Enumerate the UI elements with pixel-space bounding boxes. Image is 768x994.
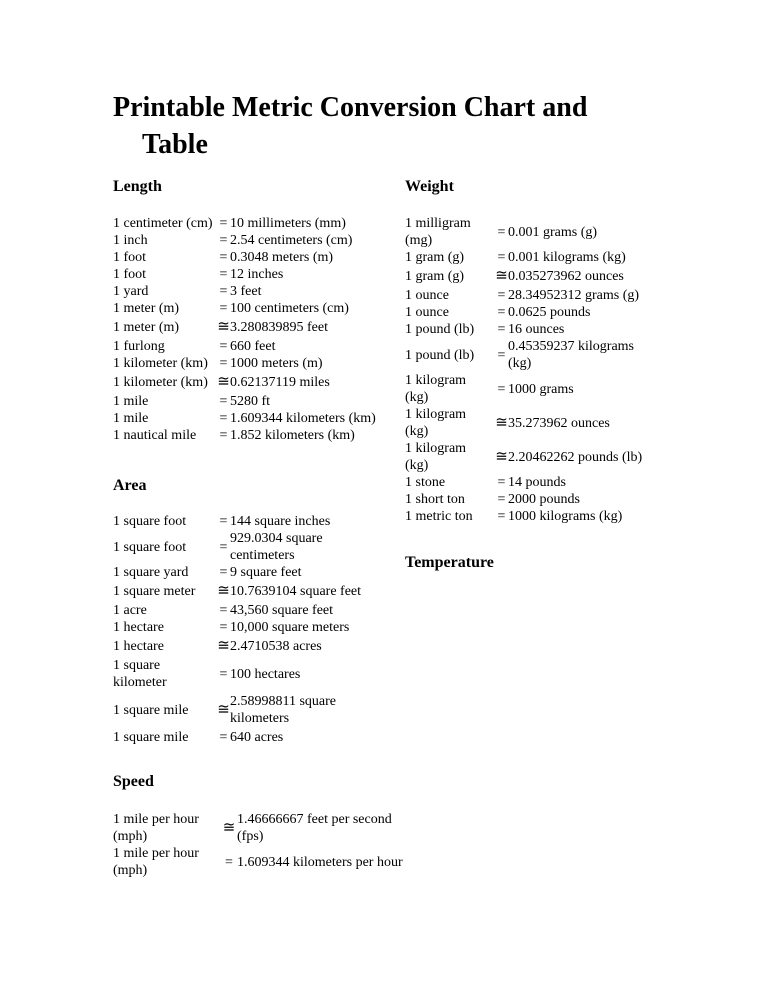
operator: = [219, 394, 228, 409]
operator: = [219, 620, 228, 635]
area-heading: Area [113, 477, 147, 494]
unit: 1 square mile [113, 702, 189, 718]
approx-operator: ≅ [217, 374, 230, 390]
table-row [405, 372, 668, 406]
value: 2000 pounds [508, 492, 580, 507]
table-row [113, 355, 400, 372]
operator: = [497, 475, 506, 490]
value: 660 feet [230, 339, 276, 354]
unit: 1 gram (g) [405, 269, 465, 284]
speed-heading: Speed [113, 773, 154, 790]
value: 5280 ft [230, 394, 271, 409]
table-row [113, 513, 370, 530]
table-row [405, 491, 668, 508]
length-table [113, 215, 400, 444]
value: 2.58998811 square kilometers [230, 694, 337, 726]
value: 100 centimeters (cm) [230, 301, 349, 316]
unit: 1 square kilometer [113, 658, 167, 690]
table-row [113, 317, 400, 338]
table-row [405, 321, 668, 338]
table-row [405, 249, 668, 266]
operator: = [497, 250, 506, 265]
operator: = [219, 233, 228, 248]
value: 2.54 centimeters (cm) [230, 233, 353, 248]
operator: = [497, 288, 506, 303]
operator: = [219, 411, 228, 426]
value: 0.45359237 kilograms (kg) [508, 339, 634, 371]
operator: = [219, 339, 228, 354]
value: 43,560 square feet [230, 603, 334, 618]
operator: = [497, 305, 506, 320]
operator: = [497, 224, 506, 240]
unit: 1 pound (lb) [405, 347, 475, 363]
area-table [113, 513, 370, 746]
unit: 1 square foot [113, 539, 187, 555]
unit: 1 square meter [113, 584, 196, 599]
table-row [113, 602, 370, 619]
table-row [405, 215, 668, 249]
operator: = [219, 301, 228, 316]
value: 0.0625 pounds [508, 305, 591, 320]
title-line-1: Printable Metric Conversion Chart and [113, 92, 588, 123]
value: 0.001 grams (g) [508, 224, 598, 240]
approx-operator: ≅ [217, 638, 230, 654]
unit: 1 inch [113, 233, 148, 248]
value: 10,000 square meters [230, 620, 350, 635]
weight-table [405, 215, 668, 525]
table-row [113, 410, 400, 427]
approx-operator: ≅ [222, 819, 236, 836]
value: 929.0304 square centimeters [230, 531, 323, 563]
table-row [113, 636, 370, 657]
value: 28.34952312 grams (g) [508, 288, 640, 303]
table-row [113, 372, 400, 393]
operator: = [225, 854, 233, 870]
unit: 1 mile [113, 394, 149, 409]
operator: = [219, 514, 228, 529]
unit: 1 ounce [405, 288, 449, 303]
table-row [405, 304, 668, 321]
unit: 1 pound (lb) [405, 322, 475, 337]
approx-operator: ≅ [495, 414, 508, 431]
operator: = [497, 322, 506, 337]
unit: 1 kilometer (km) [113, 356, 208, 371]
unit: 1 ounce [405, 305, 449, 320]
value: 0.62137119 miles [230, 375, 330, 390]
table-row [113, 657, 370, 691]
value: 2.20462262 pounds (lb) [508, 449, 643, 465]
operator: = [219, 603, 228, 618]
unit: 1 furlong [113, 339, 165, 354]
unit: 1 kilogram (kg) [405, 373, 467, 405]
unit: 1 foot [113, 250, 147, 265]
unit: 1 short ton [405, 492, 465, 507]
speed-table [113, 811, 412, 879]
unit: 1 stone [405, 475, 446, 490]
table-row [113, 393, 400, 410]
table-row [113, 232, 400, 249]
operator: = [219, 250, 228, 265]
operator: = [497, 347, 506, 363]
operator: = [219, 666, 228, 682]
unit: 1 meter (m) [113, 320, 180, 335]
operator: = [219, 428, 228, 443]
unit: 1 nautical mile [113, 428, 197, 443]
unit: 1 kilometer (km) [113, 375, 208, 390]
unit: 1 centimeter (cm) [113, 216, 213, 231]
table-row [113, 691, 370, 729]
operator: = [219, 356, 228, 371]
unit: 1 kilogram (kg) [405, 441, 467, 473]
value: 0.3048 meters (m) [230, 250, 334, 265]
value: 1000 meters (m) [230, 356, 323, 371]
value: 1.609344 kilometers (km) [230, 411, 376, 426]
value: 144 square inches [230, 514, 331, 529]
unit: 1 square foot [113, 514, 187, 529]
unit: 1 yard [113, 284, 149, 299]
table-row [113, 249, 400, 266]
table-row [113, 811, 412, 845]
value: 1.46666667 feet per second (fps) [237, 812, 392, 844]
table-row [405, 508, 668, 525]
value: 3 feet [230, 284, 262, 299]
value: 3.280839895 feet [230, 320, 328, 335]
table-row [405, 266, 668, 287]
value: 10 millimeters (mm) [230, 216, 346, 231]
table-row [113, 530, 370, 564]
value: 9 square feet [230, 565, 302, 580]
table-row [113, 564, 370, 581]
unit: 1 mile per hour (mph) [113, 846, 199, 878]
unit: 1 meter (m) [113, 301, 180, 316]
value: 100 hectares [230, 666, 301, 682]
value: 14 pounds [508, 475, 566, 490]
value: 640 acres [230, 730, 284, 745]
length-heading: Length [113, 178, 162, 195]
operator: = [497, 492, 506, 507]
value: 0.035273962 ounces [508, 269, 624, 284]
approx-operator: ≅ [495, 448, 508, 465]
table-row [405, 338, 668, 372]
approx-operator: ≅ [217, 701, 230, 718]
table-row [113, 300, 400, 317]
operator: = [497, 509, 506, 524]
unit: 1 kilogram (kg) [405, 407, 467, 439]
unit: 1 hectare [113, 620, 164, 635]
unit: 1 mile [113, 411, 149, 426]
weight-heading: Weight [405, 178, 454, 195]
table-row [113, 581, 370, 602]
unit: 1 acre [113, 603, 147, 618]
operator: = [219, 216, 228, 231]
operator: = [219, 539, 228, 555]
approx-operator: ≅ [495, 268, 508, 284]
unit: 1 metric ton [405, 509, 473, 524]
operator: = [219, 284, 228, 299]
value: 12 inches [230, 267, 284, 282]
table-row [113, 215, 400, 232]
table-row [405, 474, 668, 491]
value: 10.7639104 square feet [230, 584, 362, 599]
operator: = [219, 565, 228, 580]
operator: = [219, 730, 228, 745]
table-row [113, 338, 400, 355]
value: 16 ounces [508, 322, 565, 337]
approx-operator: ≅ [217, 583, 230, 599]
unit: 1 mile per hour (mph) [113, 812, 199, 844]
operator: = [497, 381, 506, 397]
table-row [113, 845, 412, 879]
table-row [113, 266, 400, 283]
table-row [405, 406, 668, 440]
table-row [405, 287, 668, 304]
table-row [113, 729, 370, 746]
table-row [113, 619, 370, 636]
value: 2.4710538 acres [230, 639, 322, 654]
value: 1000 grams [508, 381, 574, 397]
title-line-2: Table [142, 129, 208, 160]
table-row [113, 283, 400, 300]
value: 1000 kilograms (kg) [508, 509, 623, 524]
operator: = [219, 267, 228, 282]
unit: 1 square mile [113, 730, 189, 745]
unit: 1 hectare [113, 639, 164, 654]
page-title [113, 89, 653, 163]
value: 1.852 kilometers (km) [230, 428, 355, 443]
temperature-heading: Temperature [405, 554, 494, 571]
unit: 1 foot [113, 267, 147, 282]
unit: 1 milligram (mg) [405, 216, 471, 248]
unit: 1 gram (g) [405, 250, 465, 265]
value: 0.001 kilograms (kg) [508, 250, 626, 265]
approx-operator: ≅ [217, 319, 230, 335]
value: 1.609344 kilometers per hour [237, 854, 403, 870]
unit: 1 square yard [113, 565, 189, 580]
table-row [405, 440, 668, 474]
value: 35.273962 ounces [508, 415, 610, 431]
table-row [113, 427, 400, 444]
